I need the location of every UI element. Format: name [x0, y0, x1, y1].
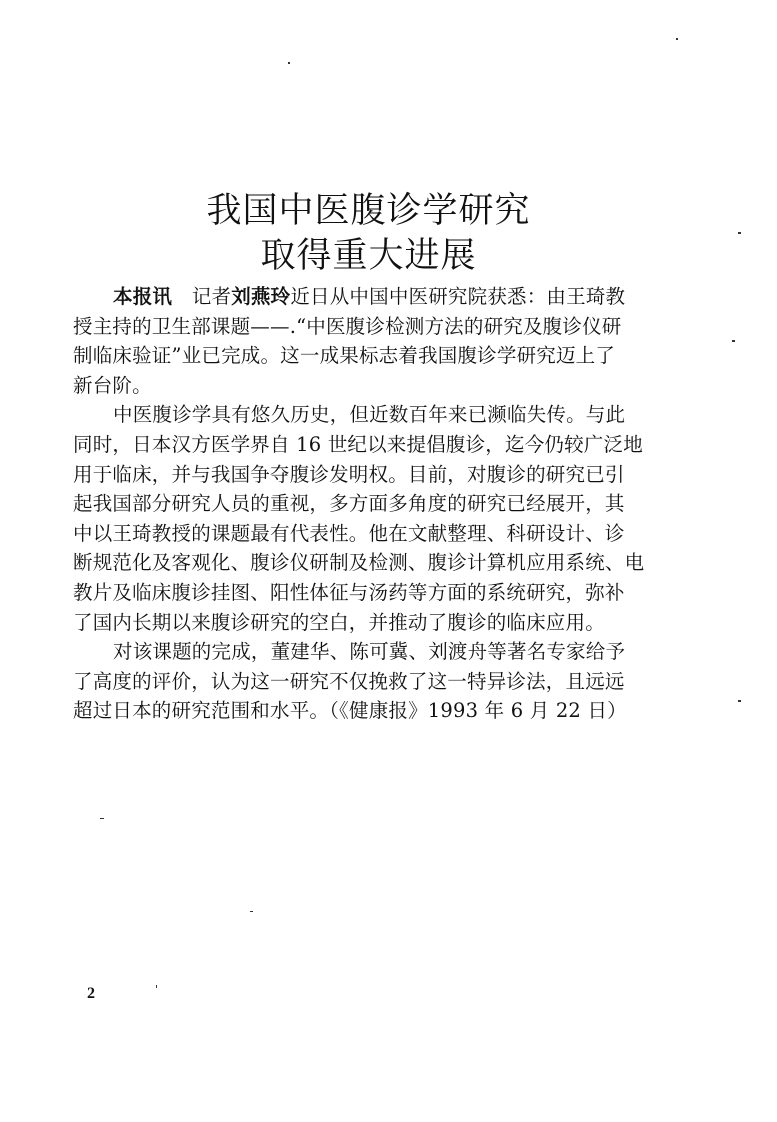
paragraph-line: 超过日本的研究范围和水平。（《健康报》1993 年 6 月 22 日）	[73, 699, 627, 723]
paragraph-line: 教片及临床腹诊挂图、阳性体征与汤药等方面的系统研究，弥补	[73, 580, 625, 604]
paragraph-line: 了国内长期以来腹诊研究的空白，并推动了腹诊的临床应用。	[73, 610, 605, 634]
paragraph-2	[73, 400, 673, 637]
article-title-line-2: 取得重大进展	[260, 236, 477, 277]
dateline-gap	[172, 285, 192, 308]
scan-speck	[676, 38, 678, 40]
paragraph-1	[73, 282, 673, 400]
paragraph-line: 授主持的卫生部课题——.“中医腹诊检测方法的研究及腹诊仪研	[73, 314, 622, 338]
paragraph-line: 新台阶。	[73, 373, 152, 397]
scan-speck	[100, 818, 104, 819]
paragraph-line: 用于临床，并与我国争夺腹诊发明权。目前，对腹诊的研究已引	[73, 462, 625, 486]
scan-speck	[732, 340, 735, 342]
scan-speck	[738, 700, 741, 702]
reporter-name: 刘燕玲	[231, 285, 291, 308]
paragraph-line: 了高度的评价，认为这一研究不仅挽救了这一特异诊法，且远远	[73, 669, 625, 693]
paragraph-line	[73, 282, 673, 312]
scan-speck	[156, 985, 157, 988]
paragraph-line: 中以王琦教授的课题最有代表性。他在文献整理、科研设计、诊	[73, 521, 625, 545]
paragraph-text: 近日从中国中医研究院获悉：由王琦教	[290, 285, 626, 308]
paragraph-line: 断规范化及客观化、腹诊仪研制及检测、腹诊计算机应用系统、电	[73, 551, 645, 575]
article-title-line-1: 我国中医腹诊学研究	[206, 191, 531, 232]
dateline-label: 本报讯	[113, 285, 173, 308]
article-body	[73, 282, 673, 726]
scan-speck	[250, 911, 253, 912]
scan-speck	[288, 62, 290, 64]
page-number: 2	[87, 985, 95, 1002]
paragraph-line: 中医腹诊学具有悠久历史，但近数百年来已濒临失传。与此	[113, 403, 626, 427]
scan-speck	[738, 232, 741, 234]
paragraph-line: 制临床验证”业已完成。这一成果标志着我国腹诊学研究迈上了	[73, 344, 616, 368]
paragraph-line: 同时，日本汉方医学界自 16 世纪以来提倡腹诊，迄今仍较广泛地	[73, 432, 643, 456]
paragraph-3	[73, 637, 673, 726]
paragraph-line: 起我国部分研究人员的重视，多方面多角度的研究已经展开，其	[73, 492, 625, 516]
reporter-prefix: 记者	[191, 285, 232, 308]
paragraph-line: 对该课题的完成，董建华、陈可冀、刘渡舟等著名专家给予	[113, 640, 626, 664]
